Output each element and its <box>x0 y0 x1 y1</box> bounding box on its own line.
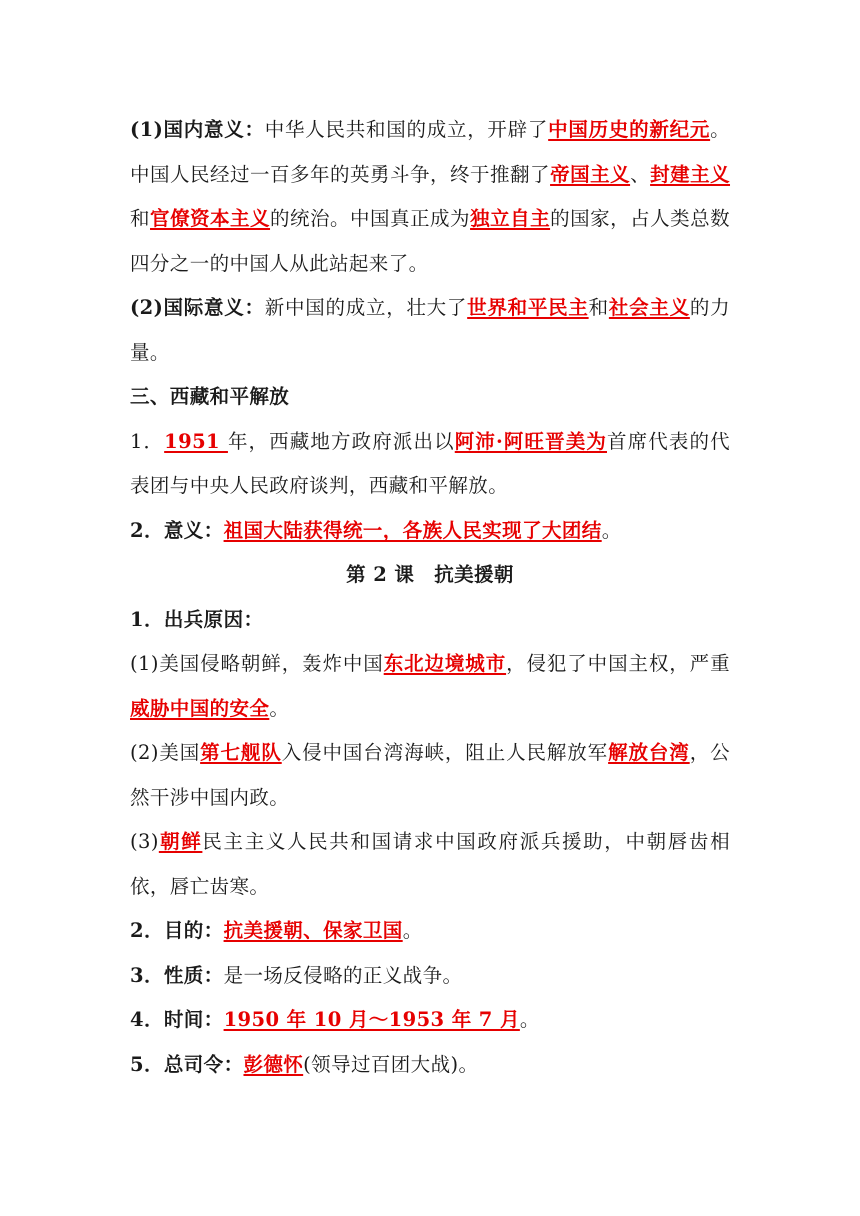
key-term: 中国历史的新纪元 <box>548 118 711 141</box>
key-term: 东北边境城市 <box>383 652 507 675</box>
key-term: 世界和平民主 <box>467 296 589 319</box>
key-term: 1950 年 10 月～1953 年 7 月 <box>223 1008 520 1031</box>
item-number: 1． <box>130 429 165 453</box>
text: 是一场反侵略的正义战争。 <box>223 963 463 987</box>
text: 新中国的成立，壮大了 <box>264 296 468 319</box>
paragraph-tibet-1951 <box>130 420 730 509</box>
text: 。中国人民经过一百多年的英勇斗争，终于推翻了 <box>130 118 730 186</box>
label: (2)国际意义： <box>130 296 265 319</box>
key-term: 官僚资本主义 <box>150 207 271 230</box>
text: 中华人民共和国的成立，开辟了 <box>264 118 549 141</box>
key-term: 社会主义 <box>608 296 690 319</box>
paragraph-purpose <box>130 909 730 954</box>
text: 民主主义人民共和国请求中国政府派兵援助，中朝唇齿相依，唇亡齿寒。 <box>130 830 730 898</box>
paragraph-tibet-significance <box>130 509 730 554</box>
text: 和 <box>588 296 609 319</box>
text: 。 <box>402 919 423 942</box>
text: (2)美国 <box>130 741 201 764</box>
label: 2．目的： <box>130 919 224 942</box>
label: 4．时间： <box>130 1008 224 1031</box>
key-term: 朝鲜 <box>158 830 203 853</box>
text: 的统治。中国真正成为 <box>270 207 471 230</box>
key-term: 帝国主义 <box>550 162 631 186</box>
key-term: 威胁中国的安全 <box>130 696 270 720</box>
text: (3) <box>130 830 159 853</box>
key-term: 独立自主 <box>470 207 551 230</box>
section-heading-tibet: 三、西藏和平解放 <box>130 385 290 408</box>
text: (领导过百团大战)。 <box>303 1052 479 1076</box>
text: 的力量。 <box>130 296 730 364</box>
key-term: 1951 <box>164 429 228 453</box>
paragraph-reason-1 <box>130 642 730 731</box>
paragraph-time <box>130 998 730 1043</box>
paragraph-nature <box>130 954 730 999</box>
paragraph-domestic-significance <box>130 108 730 286</box>
key-term: 第七舰队 <box>200 741 282 764</box>
paragraph-international-significance <box>130 286 730 375</box>
text: 、 <box>630 162 651 186</box>
text: (1)美国侵略朝鲜，轰炸中国 <box>130 652 384 675</box>
text: 。 <box>519 1008 540 1031</box>
label: 2．意义： <box>130 518 224 542</box>
key-term: 封建主义 <box>650 162 731 186</box>
key-term: 祖国大陆获得统一，各族人民实现了大团结 <box>223 518 602 542</box>
key-term: 阿沛·阿旺晋美为 <box>454 429 607 453</box>
text: 的国家，占人类总数四分之一的中国人从此站起来了。 <box>130 207 730 275</box>
text: 。 <box>269 696 290 720</box>
text: ，侵犯了中国主权，严重 <box>506 652 730 675</box>
key-term: 彭德怀 <box>243 1052 304 1076</box>
paragraph-commander <box>130 1043 730 1088</box>
section-heading-reasons: 1．出兵原因： <box>130 607 264 631</box>
label: 3．性质： <box>130 963 224 987</box>
paragraph-reason-2 <box>130 731 730 820</box>
lesson-title: 第 2 课 抗美援朝 <box>346 563 514 586</box>
text: 入侵中国台湾海峡，阻止人民解放军 <box>281 741 609 764</box>
text: ，公然干涉中国内政。 <box>130 741 730 809</box>
key-term: 解放台湾 <box>608 741 690 764</box>
text: 首席代表的代表团与中央人民政府谈判，西藏和平解放。 <box>130 429 730 497</box>
paragraph-reason-3 <box>130 820 730 909</box>
key-term: 抗美援朝、保家卫国 <box>223 919 403 942</box>
document-page <box>130 108 730 1087</box>
text: 。 <box>601 518 622 542</box>
label: 5．总司令： <box>130 1052 244 1076</box>
text: 和 <box>130 207 151 230</box>
label: (1)国内意义： <box>130 118 265 141</box>
text: 年，西藏地方政府派出以 <box>227 429 455 453</box>
